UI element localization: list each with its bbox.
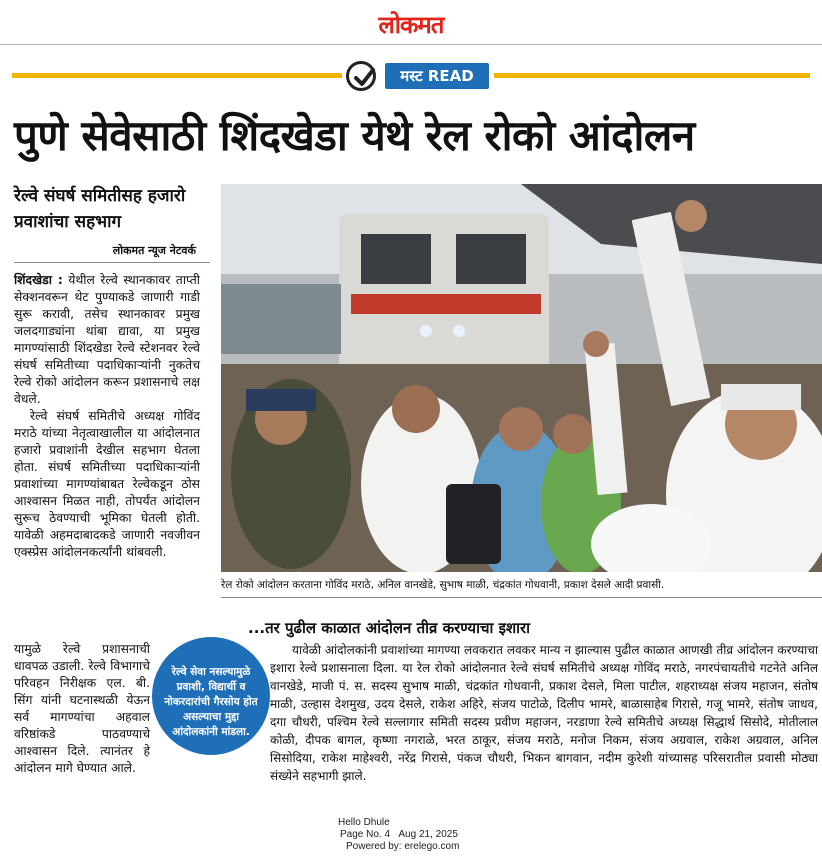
must-read-badge: मस्ट READ: [385, 63, 489, 89]
must-read-line-left: [12, 73, 342, 78]
lokmat-logo: लोकमत: [378, 10, 444, 39]
article-dateline: शिंदखेडा :: [14, 273, 63, 287]
footer-page: Page No. 4: [340, 829, 391, 840]
section-heading: ...तर पुढील काळात आंदोलन तीव्र करण्याचा इशारा: [248, 619, 531, 637]
footer-date: Aug 21, 2025: [398, 829, 458, 840]
section-body: [270, 641, 818, 785]
must-read-line-right: [494, 73, 810, 78]
caption-rule: [221, 597, 822, 598]
protest-photo-illustration: [221, 184, 822, 572]
page-footer: [320, 817, 500, 853]
article-headline: पुणे सेवेसाठी शिंदखेडा येथे रेल रोको आंदोलन: [14, 111, 695, 160]
section-paragraph: यावेळी आंदोलकांनी प्रवाशांच्या मागण्या लवकरात लवकर मान्य न झाल्यास पुढील काळात आणखी तीव्र आंदोलन करण्याचा इशारा रेल्वे प्रशासनाला दिला. या रेल रोको आंदोलनात रेल्वे संघर्ष समितीचे अध्यक्ष गोविंद मराठे, नगरपंचायतीचे गटनेते अनिल वानखेडे, माजी पं. स. सदस्य सुभाष माळी, चंद्रकांत गोधवानी, प्रकाश देसले, मिला पाटील, शहराध्यक्ष संजय महाजन, संतोष माळी, उल्हास देशमुख, उदय देसले, राकेश अहिरे, संजय पाटोळे, दिलीप भामरे, बाळासाहेब गिरासे, गजू भामरे, संतोष जाधव, दगा चौधरी, पश्चिम रेल्वे सल्लागार समिती सदस्य प्रवीण महाजन, नरडाणा रेल्वे समितीचे अध्यक्ष सिद्धार्थ सिसोदे, मोतीलाल कोळी, दीपक बागल, कृष्णा नगराळे, भरत ठाकूर, संजय मराठे, मनोज निकम, संजय अग्रवाल, राकेश अग्रवाल, अनिल सिसोदिया, राकेश माहेश्वरी, नरेंद्र गिरासे, पंकज चौधरी, भिकन बागवान, नदीम कुरेशी यांच्यासह परिसरातील प्रवासी मोठ्या संख्येने सहभागी झाले.: [270, 643, 818, 783]
article-body-column: [14, 272, 200, 561]
footer-page-date: [320, 829, 500, 841]
masthead-rule: [0, 44, 822, 45]
check-circle-icon: [346, 61, 376, 91]
paragraph-1-text: येथील रेल्वे स्थानकावर ताप्ती सेक्शनवरून थेट पुण्याकडे जाणारी गाडी सुरू करावी, तसेच स्थानकावर प्रमुख जलदगाड्यांना थांबा द्यावा, या प्रमुख मागण्यांसाठी शिंदखेडा रेल्वे स्टेशनवर रेल्वे संघर्ष समितीच्या पदाधिकाऱ्यांनी नुकतेच रेल्वे रोको आंदोलन करून प्रशासनाचे लक्ष वेधले.: [14, 273, 200, 406]
footer-edition: Hello Dhule: [338, 817, 390, 828]
article-paragraph-1: [14, 272, 200, 408]
byline-rule: [14, 262, 210, 263]
article-byline: लोकमत न्यूज नेटवर्क: [112, 244, 196, 257]
article-paragraph-2: रेल्वे संघर्ष समितीचे अध्यक्ष गोविंद मराठे यांच्या नेतृत्वाखालील या आंदोलनात हजारो प्रवाशांनी देखील सहभाग घेतला होता. संघर्ष समितीच्या पदाधिकाऱ्यांनी प्रवाशांच्या मागण्यांबाबत रेल्वेकडून ठोस आश्वासन मिळत नाही, तोपर्यंत आंदोलन सुरूच ठेवण्याची भूमिका घेतली होती. यावेळी अहमदाबादकडे जाणारी नवजीवन एक्स्प्रेस आंदोलनकर्त्यांनी थांबवली.: [14, 409, 200, 559]
pull-quote-circle: रेल्वे सेवा नसल्यामुळे प्रवाशी, विद्यार्थी व नोकरदारांची गैरसोय होत असल्याचा मुद्दा आंदोलकांनी मांडला.: [152, 637, 270, 755]
protest-photo: [221, 184, 822, 572]
article-subhead: रेल्वे संघर्ष समितीसह हजारो प्रवाशांचा सहभाग: [14, 186, 186, 232]
article-body-tail: यामुळे रेल्वे प्रशासनाची धावपळ उडाली. रेल्वे विभागाचे परिवहन निरीक्षक एल. बी. सिंग यांनी घटनास्थळी येऊन सर्व मागण्यांचा अहवाल वरिष्ठांकडे पाठवण्याचे आश्वासन दिले. त्यानंतर हे आंदोलन मागे घेण्यात आले.: [14, 642, 150, 775]
masthead: [0, 0, 822, 44]
footer-powered: Powered by: erelego.com: [346, 841, 460, 852]
photo-caption: रेल रोको आंदोलन करताना गोविंद मराठे, अनिल वानखेडे, सुभाष माळी, चंद्रकांत गोधवानी, प्रकाश देसले आदी प्रवासी.: [221, 579, 665, 591]
